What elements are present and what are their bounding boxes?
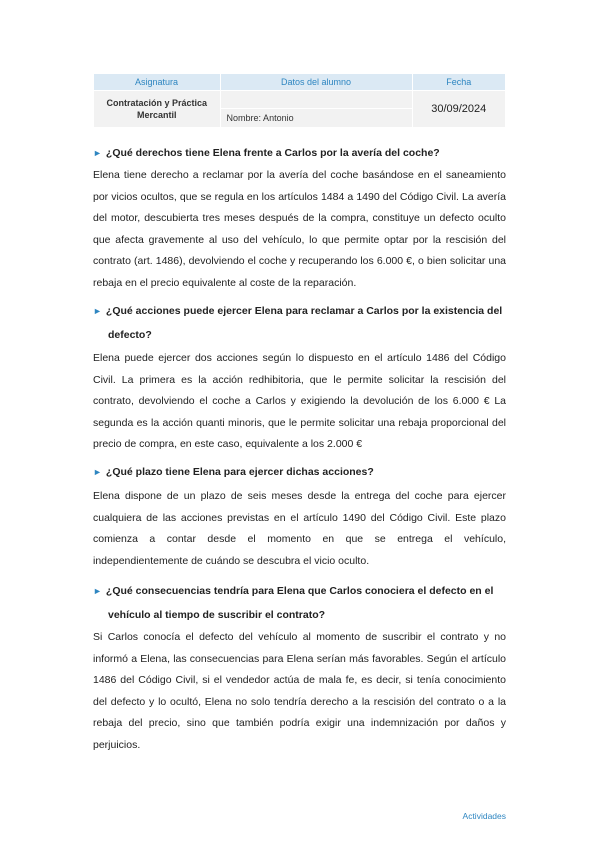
question-2-text-line-2: defecto? [108, 329, 152, 341]
answer-4: Si Carlos conocía el defecto del vehículo al momento de suscribir el contrato y no informó a Elena, las consecuencias para Elena serían más favorables. Según el artículo 1486 del Código Civil, si el vendedor actúa de mala fe, es decir, si tenía conocimiento del defecto y lo ocultó, Elena no solo tendría derecho a la rescisión del contrato o a la rebaja del precio, sino que también podría exigir una indemnización por daños y perjuicios. [93, 631, 506, 751]
question-3 [93, 460, 513, 484]
question-1-text: ¿Qué derechos tiene Elena frente a Carlos por la avería del coche? [105, 147, 440, 159]
question-4-text-line-1: ¿Qué consecuencias tendría para Elena que Carlos conociera el defecto en el [105, 585, 494, 597]
question-3-text: ¿Qué plazo tiene Elena para ejercer dichas acciones? [105, 466, 374, 478]
answer-1: Elena tiene derecho a reclamar por la avería del coche basándose en el saneamiento por vicios ocultos, que se regula en los artículos 1484 a 1490 del Código Civil. La avería del motor, descubierta tres meses después de la compra, constituye un defecto oculto que afecta gravemente al uso del vehículo, lo que permite optar por la rescisión del contrato (art. 1486), devolviendo el coche y recuperando los 6.000 €, o bien solicitar una rebaja en el precio equivalente al coste de la reparación. [93, 169, 506, 289]
bullet-arrow-icon: ► [93, 467, 102, 477]
question-1 [93, 141, 513, 165]
question-4-text-line-2: vehículo al tiempo de suscribir el contrato? [108, 609, 326, 621]
student-name: Nombre: Antonio [220, 109, 412, 128]
subject-line-1: Contratación y Práctica [106, 98, 208, 108]
answer-3: Elena dispone de un plazo de seis meses desde la entrega del coche para ejercer cualquiera de las acciones previstas en el artículo 1490 del Código Civil. Este plazo comienza a contar desde el momento en que se entrega el vehículo, independientemente de cuándo se descubra el vicio oculto. [93, 490, 506, 567]
bullet-arrow-icon: ► [93, 148, 102, 158]
student-blank-cell [220, 91, 412, 109]
header-date-label: Fecha [412, 74, 506, 91]
subject-line-2: Mercantil [137, 110, 177, 120]
date-value: 30/09/2024 [412, 91, 506, 128]
header-student-label: Datos del alumno [220, 74, 412, 91]
bullet-arrow-icon: ► [93, 306, 102, 316]
header-table [93, 74, 506, 128]
bullet-arrow-icon: ► [93, 586, 102, 596]
subject-value [94, 91, 221, 128]
footer-label: Actividades [462, 811, 506, 821]
question-2-text-line-1: ¿Qué acciones puede ejercer Elena para reclamar a Carlos por la existencia del [105, 305, 503, 317]
answer-2: Elena puede ejercer dos acciones según lo dispuesto en el artículo 1486 del Código Civil. La primera es la acción redhibitoria, que le permite solicitar la rescisión del contrato, devolviendo el coche a Carlos y exigiendo la devolución de los 6.000 € La segunda es la acción quanti minoris, que le permite solicitar una rebaja proporcional del precio de compra, en este caso, equivalente a los 2.000 € [93, 352, 506, 451]
question-2 [93, 299, 513, 347]
question-4 [93, 579, 513, 627]
header-subject-label: Asignatura [94, 74, 221, 91]
